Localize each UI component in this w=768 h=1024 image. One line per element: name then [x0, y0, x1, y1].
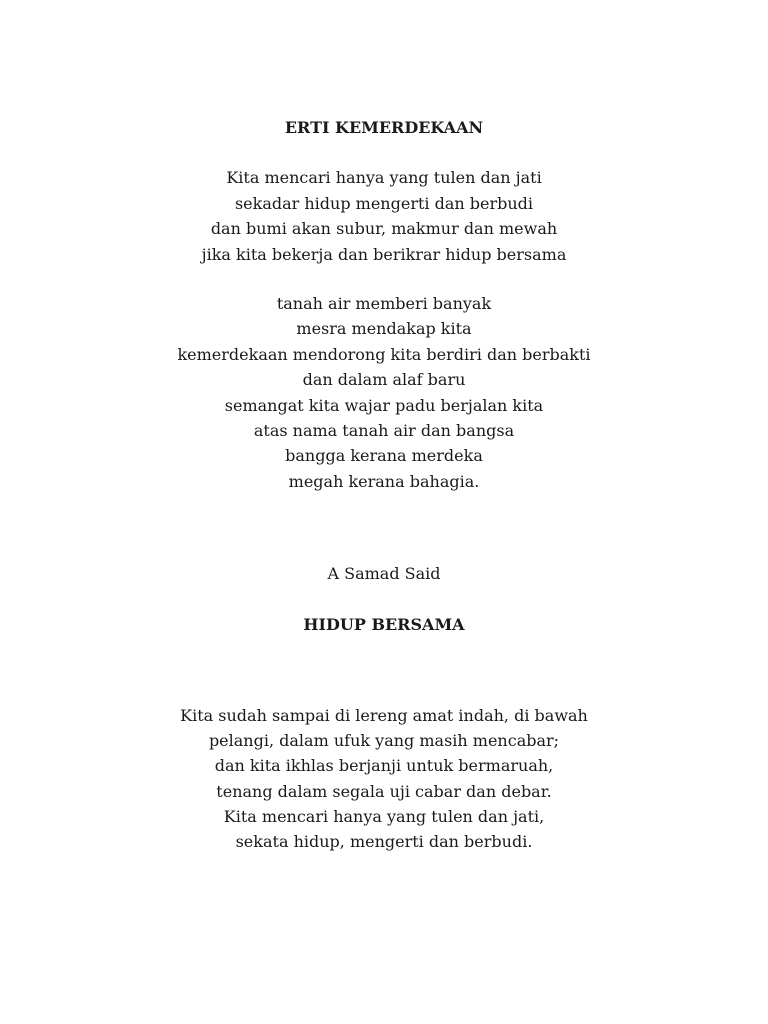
poem-line: dan bumi akan subur, makmur dan mewah [210, 219, 558, 239]
poem-line: Kita mencari hanya yang tulen dan jati, [223, 806, 545, 826]
poem-line: tanah air memberi banyak [276, 294, 492, 313]
poem-line: bangga kerana merdeka [285, 446, 483, 466]
poem-line: mesra mendakap kita [296, 319, 472, 339]
poem2-stanza-1 [0, 703, 768, 854]
poem-line: dan dalam alaf baru [302, 370, 466, 390]
poem-line: jika kita bekerja dan berikrar hidup bersama [201, 244, 567, 264]
poem-line: Kita mencari hanya yang tulen dan jati [226, 168, 542, 187]
poem-line: sekadar hidup mengerti dan berbudi [234, 193, 534, 213]
poem-line: sekata hidup, mengerti dan berbudi. [235, 831, 533, 851]
poem-line: semangat kita wajar padu berjalan kita [224, 395, 544, 415]
poem-line: megah kerana bahagia. [288, 471, 480, 491]
poem-line: kemerdekaan mendorong kita berdiri dan berbakti [177, 344, 591, 364]
poem-line: tenang dalam segala uji cabar dan debar. [216, 781, 552, 801]
poem-line: dan kita ikhlas berjanji untuk bermaruah, [214, 756, 554, 776]
poem-line: Kita sudah sampai di lereng amat indah, di bawah [180, 706, 588, 725]
poem-title-hidup-bersama: HIDUP BERSAMA [303, 615, 465, 634]
poem-line: pelangi, dalam ufuk yang masih mencabar; [208, 731, 560, 751]
poem-title-erti-kemerdekaan: ERTI KEMERDEKAAN [284, 118, 484, 137]
poem1-stanza-1 [0, 165, 768, 267]
poem-line: atas nama tanah air dan bangsa [253, 420, 515, 440]
poem1-stanza-2 [0, 291, 768, 494]
poem-author: A Samad Said [327, 564, 441, 583]
